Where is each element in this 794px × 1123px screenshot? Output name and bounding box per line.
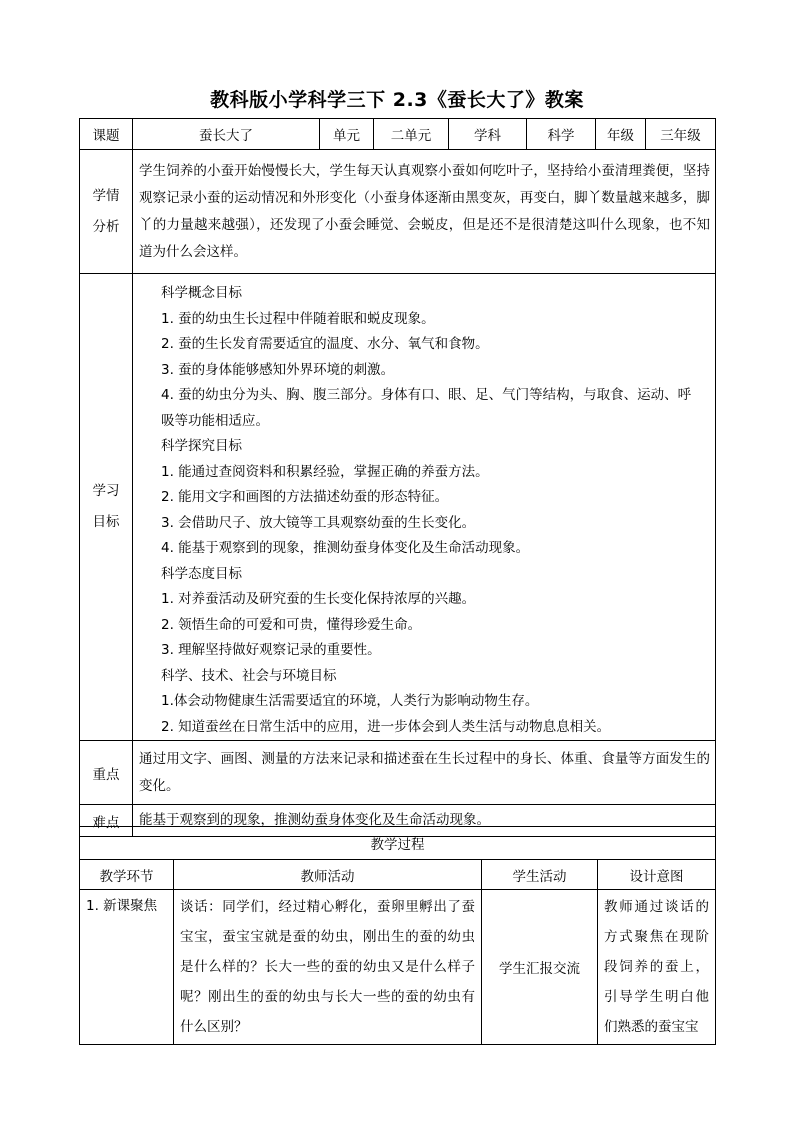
column-header-stage: 教学环节 [80,860,174,890]
key-point-text: 通过用文字、画图、测量的方法来记录和描述蚕在生长过程中的身长、体重、食量等方面发生的变化。 [133,741,716,805]
goal-item: 4. 蚕的幼虫分为头、胸、腹三部分。身体有口、眼、足、气门等结构，与取食、运动、呼吸等功能相适应。 [161,387,692,429]
design-intent-cell: 教师通过谈话的方式聚焦在现阶段饲养的蚕上，引导学生明白他们熟悉的蚕宝宝 [598,890,716,1045]
goals-row [80,274,716,741]
process-title: 教学过程 [80,827,716,860]
teacher-activity-cell: 谈话：同学们，经过精心孵化，蚕卵里孵出了蚕宝宝，蚕宝宝就是蚕的幼虫，刚出生的蚕的幼虫是什么样的？长大一些的蚕的幼虫又是什么样子呢？刚出生的蚕的幼虫与长大一些的蚕的幼虫有什么区别？ [174,890,482,1045]
goal-item: 1. 蚕的幼虫生长过程中伴随着眠和蜕皮现象。 [161,310,435,327]
unit-label: 单元 [320,119,374,150]
difficulty-text: 能基于观察到的现象，推测幼蚕身体变化及生命活动现象。 [133,805,716,837]
analysis-text: 学生饲养的小蚕开始慢慢长大，学生每天认真观察小蚕如何吃叶子，坚持给小蚕清理粪便，坚持观察记录小蚕的运动情况和外形变化（小蚕身体逐渐由黑变灰，再变白，脚丫数量越来越多，脚丫的力量越来越强），还发现了小蚕会睡觉、会蜕皮，但是还不是很清楚这叫什么现象，也不知道为什么会这样。 [133,150,716,274]
goal-item: 3. 理解坚持做好观察记录的重要性。 [161,642,381,658]
goals-label [80,274,133,741]
goal-item: 1. 对养蚕活动及研究蚕的生长变化保持浓厚的兴趣。 [161,591,476,607]
table-row [80,890,716,1045]
grade-label: 年级 [596,119,646,150]
process-title-row [80,827,716,860]
header-row [80,119,716,150]
goal-item: 3. 会借助尺子、放大镜等工具观察幼蚕的生长变化。 [161,514,476,531]
lesson-info-table [79,118,716,837]
teaching-process-table [79,826,716,1045]
unit-value: 二单元 [374,119,449,150]
key-point-label: 重点 [80,741,133,805]
goal-item: 3. 蚕的身体能够感知外界环境的刺激。 [161,361,395,378]
stage-cell: 1. 新课聚焦 [80,890,174,1045]
goal-item: 2. 知道蚕丝在日常生活中的应用，进一步体会到人类生活与动物息息相关。 [161,718,611,735]
goal-item: 2. 蚕的生长发育需要适宜的温度、水分、氧气和食物。 [161,336,489,352]
goals-label-line2: 目标 [92,514,120,530]
goal-heading: 科学态度目标 [161,565,242,582]
goal-item: 2. 能用文字和画图的方法描述幼蚕的形态特征。 [161,489,449,505]
course-label: 课题 [80,119,133,150]
column-header-intent: 设计意图 [598,860,716,890]
column-header-student: 学生活动 [482,860,598,890]
key-point-row [80,741,716,805]
goal-heading: 科学、技术、社会与环境目标 [161,667,337,684]
grade-value: 三年级 [646,119,716,150]
goal-heading: 科学概念目标 [161,285,242,301]
difficulty-label: 难点 [80,805,133,837]
page-title: 教科版小学科学三下 2.3《蚕长大了》教案 [210,89,584,111]
goal-item: 1.体会动物健康生活需要适宜的环境，人类行为影响动物生存。 [161,693,539,709]
goal-item: 2. 领悟生命的可爱和可贵，懂得珍爱生命。 [161,616,422,633]
analysis-row [80,150,716,274]
course-value: 蚕长大了 [133,119,320,150]
analysis-label-line1: 学情 [92,187,120,204]
goals-content [133,274,716,741]
goal-item: 1. 能通过查阅资料和积累经验，掌握正确的养蚕方法。 [161,463,489,480]
column-header-teacher: 教师活动 [174,860,482,890]
goals-label-line1: 学习 [92,483,120,499]
process-header-row [80,860,716,890]
goal-heading: 科学探究目标 [161,438,242,454]
student-activity-cell: 学生汇报交流 [482,890,598,1045]
subject-label: 学科 [449,119,527,150]
goal-item: 4. 能基于观察到的现象，推测幼蚕身体变化及生命活动现象。 [161,540,530,556]
analysis-label-line2: 分析 [92,218,120,235]
analysis-label [80,150,133,274]
subject-value: 科学 [527,119,596,150]
